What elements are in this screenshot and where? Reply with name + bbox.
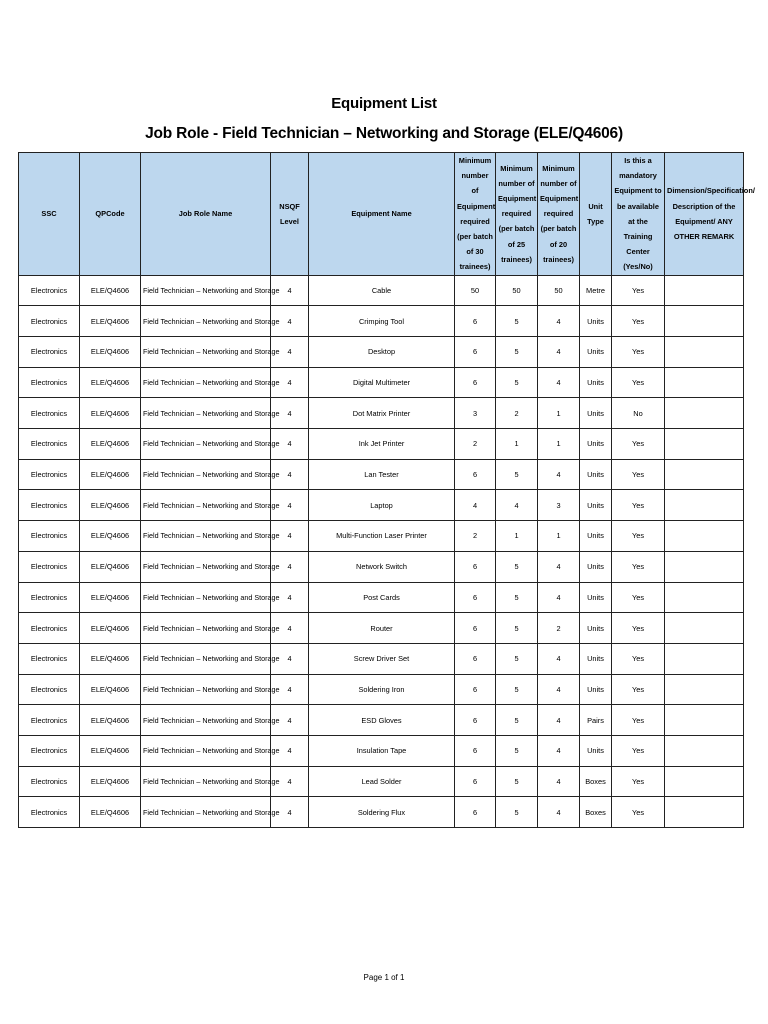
cell-nsqf-level: 4 [271,490,309,521]
cell-equipment-name: Multi-Function Laser Printer [309,521,455,552]
cell-remark [665,705,744,736]
table-body [19,275,744,827]
cell-job-role: Field Technician – Networking and Storage [141,521,271,552]
cell-remark [665,367,744,398]
cell-qpcode: ELE/Q4606 [80,643,141,674]
cell-mandatory: Yes [612,490,665,521]
cell-nsqf-level: 4 [271,735,309,766]
cell-min-25: 5 [496,582,538,613]
cell-min-20: 4 [538,735,580,766]
cell-equipment-name: ESD Gloves [309,705,455,736]
col-header-unit: Unit Type [580,153,612,276]
page-number: Page 1 of 1 [363,973,405,982]
cell-remark [665,613,744,644]
cell-min-25: 5 [496,306,538,337]
cell-nsqf-level: 4 [271,674,309,705]
cell-min-25: 5 [496,766,538,797]
cell-mandatory: Yes [612,367,665,398]
cell-ssc: Electronics [19,797,80,828]
cell-min-20: 4 [538,551,580,582]
cell-unit-type: Units [580,521,612,552]
cell-unit-type: Pairs [580,705,612,736]
cell-min-20: 4 [538,306,580,337]
cell-mandatory: Yes [612,582,665,613]
cell-qpcode: ELE/Q4606 [80,582,141,613]
cell-mandatory: Yes [612,429,665,460]
cell-remark [665,337,744,368]
cell-nsqf-level: 4 [271,521,309,552]
cell-ssc: Electronics [19,766,80,797]
cell-nsqf-level: 4 [271,582,309,613]
cell-job-role: Field Technician – Networking and Storage [141,797,271,828]
table-row [19,551,744,582]
cell-ssc: Electronics [19,613,80,644]
cell-unit-type: Units [580,429,612,460]
cell-unit-type: Units [580,613,612,644]
cell-min-20: 4 [538,582,580,613]
cell-ssc: Electronics [19,429,80,460]
cell-min-30: 6 [455,766,496,797]
cell-equipment-name: Soldering Flux [309,797,455,828]
cell-min-25: 5 [496,367,538,398]
cell-min-20: 4 [538,705,580,736]
cell-min-25: 4 [496,490,538,521]
col-header-min20: Minimum number of Equipment required (per batch of 20 trainees) [538,153,580,276]
cell-unit-type: Units [580,459,612,490]
cell-min-30: 6 [455,735,496,766]
cell-equipment-name: Network Switch [309,551,455,582]
cell-min-20: 4 [538,643,580,674]
table-row [19,613,744,644]
cell-min-30: 6 [455,337,496,368]
cell-remark [665,521,744,552]
cell-nsqf-level: 4 [271,275,309,306]
cell-job-role: Field Technician – Networking and Storage [141,367,271,398]
cell-nsqf-level: 4 [271,551,309,582]
cell-equipment-name: Router [309,613,455,644]
cell-qpcode: ELE/Q4606 [80,490,141,521]
cell-nsqf-level: 4 [271,398,309,429]
cell-remark [665,429,744,460]
table-row [19,521,744,552]
cell-job-role: Field Technician – Networking and Storage [141,705,271,736]
cell-qpcode: ELE/Q4606 [80,337,141,368]
cell-qpcode: ELE/Q4606 [80,766,141,797]
cell-ssc: Electronics [19,459,80,490]
table-row [19,643,744,674]
cell-remark [665,398,744,429]
cell-min-20: 1 [538,429,580,460]
cell-equipment-name: Insulation Tape [309,735,455,766]
table-row [19,306,744,337]
cell-remark [665,643,744,674]
cell-qpcode: ELE/Q4606 [80,459,141,490]
cell-ssc: Electronics [19,705,80,736]
col-header-remark: Dimension/Specification/ Description of the Equipment/ ANY OTHER REMARK [665,153,744,276]
cell-unit-type: Units [580,337,612,368]
cell-remark [665,797,744,828]
cell-min-20: 4 [538,459,580,490]
cell-qpcode: ELE/Q4606 [80,735,141,766]
cell-mandatory: Yes [612,705,665,736]
cell-min-25: 1 [496,429,538,460]
cell-mandatory: Yes [612,643,665,674]
cell-min-30: 6 [455,613,496,644]
cell-mandatory: Yes [612,459,665,490]
cell-min-30: 4 [455,490,496,521]
cell-job-role: Field Technician – Networking and Storage [141,398,271,429]
cell-min-25: 5 [496,674,538,705]
cell-qpcode: ELE/Q4606 [80,613,141,644]
cell-equipment-name: Soldering Iron [309,674,455,705]
cell-job-role: Field Technician – Networking and Storage [141,337,271,368]
cell-qpcode: ELE/Q4606 [80,797,141,828]
cell-qpcode: ELE/Q4606 [80,521,141,552]
cell-ssc: Electronics [19,367,80,398]
col-header-min25: Minimum number of Equipment required (per batch of 25 trainees) [496,153,538,276]
col-header-equipment: Equipment Name [309,153,455,276]
cell-mandatory: Yes [612,306,665,337]
cell-job-role: Field Technician – Networking and Storage [141,306,271,337]
cell-remark [665,459,744,490]
cell-equipment-name: Cable [309,275,455,306]
cell-equipment-name: Post Cards [309,582,455,613]
cell-mandatory: Yes [612,797,665,828]
cell-job-role: Field Technician – Networking and Storage [141,459,271,490]
cell-job-role: Field Technician – Networking and Storage [141,275,271,306]
cell-ssc: Electronics [19,551,80,582]
cell-min-20: 4 [538,367,580,398]
cell-nsqf-level: 4 [271,643,309,674]
cell-min-30: 6 [455,582,496,613]
cell-min-25: 5 [496,337,538,368]
page-title: Equipment List [331,95,437,112]
cell-unit-type: Units [580,582,612,613]
cell-unit-type: Units [580,306,612,337]
cell-min-30: 50 [455,275,496,306]
table-row [19,766,744,797]
cell-equipment-name: Screw Driver Set [309,643,455,674]
cell-equipment-name: Desktop [309,337,455,368]
cell-remark [665,674,744,705]
col-header-job-role: Job Role Name [141,153,271,276]
cell-nsqf-level: 4 [271,766,309,797]
col-header-ssc: SSC [19,153,80,276]
cell-unit-type: Units [580,674,612,705]
table-header-row [19,153,744,276]
cell-min-25: 50 [496,275,538,306]
cell-job-role: Field Technician – Networking and Storage [141,735,271,766]
cell-min-20: 4 [538,674,580,705]
cell-mandatory: Yes [612,735,665,766]
cell-min-25: 5 [496,705,538,736]
cell-qpcode: ELE/Q4606 [80,429,141,460]
cell-min-30: 6 [455,306,496,337]
cell-equipment-name: Lead Solder [309,766,455,797]
table-row [19,367,744,398]
cell-unit-type: Units [580,490,612,521]
cell-min-30: 6 [455,705,496,736]
cell-remark [665,735,744,766]
cell-equipment-name: Laptop [309,490,455,521]
cell-ssc: Electronics [19,337,80,368]
cell-unit-type: Units [580,367,612,398]
cell-unit-type: Units [580,643,612,674]
table-row [19,797,744,828]
cell-ssc: Electronics [19,398,80,429]
table-row [19,582,744,613]
cell-mandatory: No [612,398,665,429]
cell-qpcode: ELE/Q4606 [80,551,141,582]
cell-unit-type: Boxes [580,797,612,828]
cell-min-25: 2 [496,398,538,429]
cell-remark [665,582,744,613]
cell-mandatory: Yes [612,521,665,552]
cell-nsqf-level: 4 [271,306,309,337]
cell-min-20: 4 [538,337,580,368]
cell-job-role: Field Technician – Networking and Storage [141,613,271,644]
equipment-table [18,152,755,828]
cell-remark [665,766,744,797]
cell-job-role: Field Technician – Networking and Storage [141,490,271,521]
cell-job-role: Field Technician – Networking and Storage [141,766,271,797]
cell-min-25: 5 [496,459,538,490]
col-header-qpcode: QPCode [80,153,141,276]
cell-mandatory: Yes [612,674,665,705]
cell-remark [665,490,744,521]
table-row [19,337,744,368]
cell-min-25: 5 [496,643,538,674]
cell-equipment-name: Lan Tester [309,459,455,490]
cell-job-role: Field Technician – Networking and Storage [141,582,271,613]
cell-ssc: Electronics [19,674,80,705]
cell-ssc: Electronics [19,306,80,337]
cell-qpcode: ELE/Q4606 [80,674,141,705]
cell-min-20: 3 [538,490,580,521]
col-header-mandatory: Is this a mandatory Equipment to be available at the Training Center (Yes/No) [612,153,665,276]
cell-min-30: 6 [455,367,496,398]
cell-ssc: Electronics [19,582,80,613]
cell-min-20: 1 [538,521,580,552]
cell-min-20: 50 [538,275,580,306]
cell-qpcode: ELE/Q4606 [80,705,141,736]
cell-min-25: 5 [496,613,538,644]
cell-min-20: 4 [538,766,580,797]
cell-unit-type: Units [580,735,612,766]
cell-ssc: Electronics [19,490,80,521]
cell-ssc: Electronics [19,521,80,552]
cell-remark [665,306,744,337]
cell-qpcode: ELE/Q4606 [80,367,141,398]
cell-equipment-name: Crimping Tool [309,306,455,337]
page-subtitle: Job Role - Field Technician – Networking and Storage (ELE/Q4606) [145,125,623,142]
cell-ssc: Electronics [19,735,80,766]
cell-min-30: 2 [455,521,496,552]
cell-qpcode: ELE/Q4606 [80,275,141,306]
cell-equipment-name: Ink Jet Printer [309,429,455,460]
cell-remark [665,551,744,582]
cell-mandatory: Yes [612,551,665,582]
cell-min-20: 1 [538,398,580,429]
cell-min-25: 5 [496,735,538,766]
cell-equipment-name: Dot Matrix Printer [309,398,455,429]
table-row [19,459,744,490]
cell-job-role: Field Technician – Networking and Storage [141,643,271,674]
cell-nsqf-level: 4 [271,797,309,828]
cell-unit-type: Units [580,398,612,429]
cell-min-20: 2 [538,613,580,644]
cell-mandatory: Yes [612,337,665,368]
cell-nsqf-level: 4 [271,705,309,736]
table-row [19,429,744,460]
cell-min-30: 6 [455,643,496,674]
table-row [19,490,744,521]
cell-min-30: 6 [455,674,496,705]
cell-min-25: 5 [496,797,538,828]
cell-nsqf-level: 4 [271,429,309,460]
cell-min-30: 3 [455,398,496,429]
table-row [19,398,744,429]
cell-min-30: 6 [455,459,496,490]
cell-qpcode: ELE/Q4606 [80,306,141,337]
cell-nsqf-level: 4 [271,337,309,368]
cell-min-30: 6 [455,797,496,828]
cell-nsqf-level: 4 [271,459,309,490]
cell-job-role: Field Technician – Networking and Storage [141,551,271,582]
table-row [19,674,744,705]
table-row [19,275,744,306]
table-row [19,705,744,736]
cell-job-role: Field Technician – Networking and Storage [141,674,271,705]
cell-min-30: 6 [455,551,496,582]
cell-min-25: 1 [496,521,538,552]
cell-job-role: Field Technician – Networking and Storage [141,429,271,460]
col-header-nsqf: NSQF Level [271,153,309,276]
cell-remark [665,275,744,306]
cell-nsqf-level: 4 [271,613,309,644]
cell-qpcode: ELE/Q4606 [80,398,141,429]
col-header-min30: Minimum number of Equipment required (per batch of 30 trainees) [455,153,496,276]
table-row [19,735,744,766]
cell-ssc: Electronics [19,275,80,306]
cell-mandatory: Yes [612,766,665,797]
cell-mandatory: Yes [612,275,665,306]
cell-min-25: 5 [496,551,538,582]
cell-mandatory: Yes [612,613,665,644]
cell-min-30: 2 [455,429,496,460]
cell-nsqf-level: 4 [271,367,309,398]
cell-unit-type: Boxes [580,766,612,797]
cell-equipment-name: Digital Multimeter [309,367,455,398]
cell-unit-type: Metre [580,275,612,306]
cell-min-20: 4 [538,797,580,828]
cell-ssc: Electronics [19,643,80,674]
cell-unit-type: Units [580,551,612,582]
